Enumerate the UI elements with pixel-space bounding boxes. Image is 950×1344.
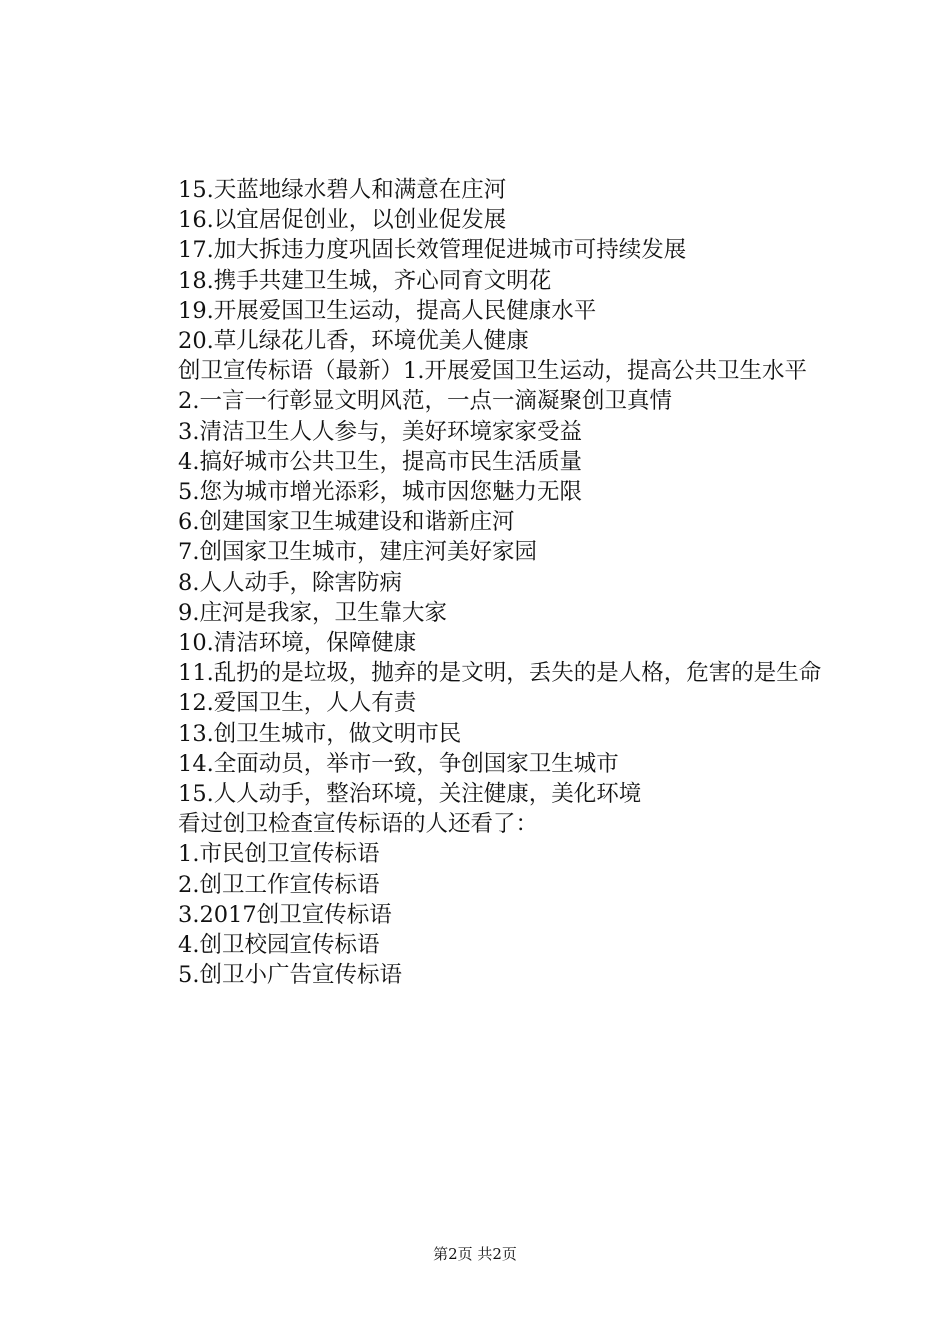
paragraph-11: 5.您为城市增光添彩，城市因您魅力无限 — [178, 479, 582, 506]
page-footer — [0, 1244, 950, 1264]
paragraph-1: 15.天蓝地绿水碧人和满意在庄河 — [178, 177, 507, 203]
paragraph-26: 4.创卫校园宣传标语 — [178, 932, 380, 959]
paragraph-15: 9.庄河是我家，卫生靠大家 — [178, 599, 447, 626]
paragraph-2: 16.以宜居促创业，以创业促发展 — [178, 207, 507, 234]
paragraph-8: 2.一言一行彰显文明风范，一点一滴凝聚创卫真情 — [178, 388, 672, 415]
paragraph-5: 19.开展爱国卫生运动，提高人民健康水平 — [178, 297, 597, 324]
paragraph-17: 11.乱扔的是垃圾，抛弃的是文明，丢失的是人格，危害的是生命 — [178, 660, 822, 687]
paragraph-21: 15.人人动手，整治环境，关注健康，美化环境 — [178, 781, 642, 808]
paragraph-20: 14.全面动员，举市一致，争创国家卫生城市 — [178, 750, 619, 777]
paragraph-9: 3.清洁卫生人人参与，美好环境家家受益 — [178, 418, 582, 445]
paragraph-16: 10.清洁环境，保障健康 — [178, 630, 417, 657]
paragraph-27: 5.创卫小广告宣传标语 — [178, 962, 402, 989]
paragraph-14: 8.人人动手，除害防病 — [178, 569, 402, 596]
paragraph-6: 20.草儿绿花儿香，环境优美人健康 — [178, 328, 529, 355]
paragraph-10: 4.搞好城市公共卫生，提高市民生活质量 — [178, 448, 582, 475]
paragraph-7: 创卫宣传标语（最新）1.开展爱国卫生运动，提高公共卫生水平 — [178, 358, 807, 385]
paragraph-23: 1.市民创卫宣传标语 — [178, 841, 380, 868]
paragraph-22: 看过创卫检查宣传标语的人还看了： — [178, 811, 539, 838]
paragraph-19: 13.创卫生城市，做文明市民 — [178, 720, 462, 747]
paragraph-4: 18.携手共建卫生城，齐心同育文明花 — [178, 267, 552, 294]
paragraph-12: 6.创建国家卫生城建设和谐新庄河 — [178, 509, 515, 536]
document-body — [118, 175, 834, 990]
paragraph-18: 12.爱国卫生，人人有责 — [178, 690, 417, 717]
paragraph-24: 2.创卫工作宣传标语 — [178, 871, 380, 898]
page-number-label: 第2页 共2页 — [433, 1245, 517, 1263]
paragraph-3: 17.加大拆违力度巩固长效管理促进城市可持续发展 — [178, 237, 687, 264]
paragraph-13: 7.创国家卫生城市，建庄河美好家园 — [178, 539, 537, 566]
paragraph-25: 3.2017创卫宣传标语 — [178, 901, 392, 928]
